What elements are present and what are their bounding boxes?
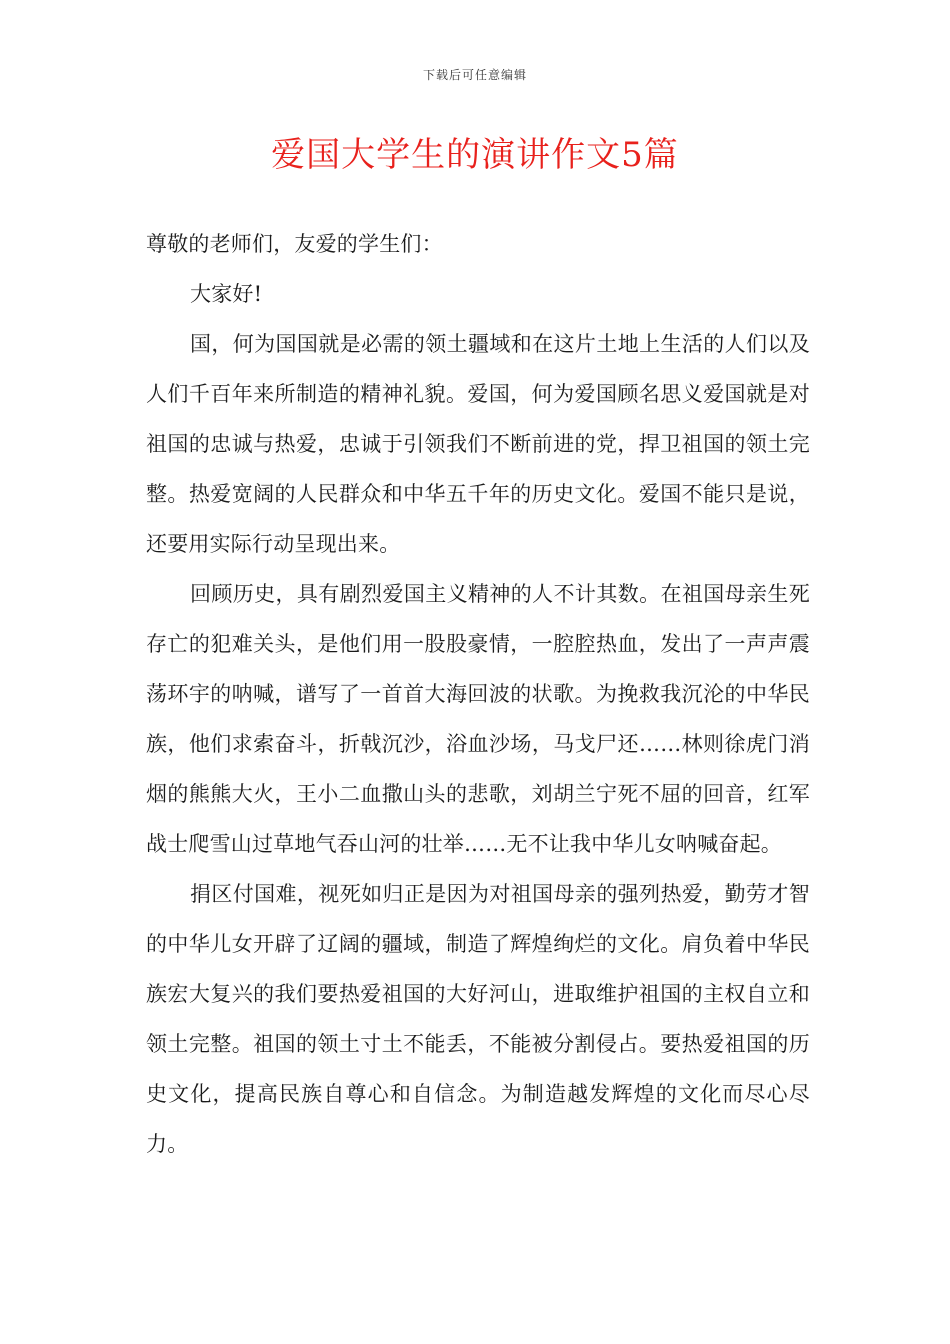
paragraph-2: 回顾历史，具有剧烈爱国主义精神的人不计其数。在祖国母亲生死存亡的犯难关头，是他们用一股股豪情，一腔腔热血，发出了一声声震荡环宇的呐喊，谱写了一首首大海回波的状歌。为挽救我沉沦的中华民族，他们求索奋斗，折戟沉沙，浴血沙场，马戈尸还……林则徐虎门消烟的熊熊大火，王小二血撒山头的悲歌，刘胡兰宁死不屈的回音，红军战士爬雪山过草地气吞山河的壮举……无不让我中华儿女呐喊奋起。 [146, 582, 810, 856]
document-title: 爱国大学生的演讲作文5篇 [271, 135, 679, 175]
paragraph-3: 捐区付国难，视死如归正是因为对祖国母亲的强列热爱，勤劳才智的中华儿女开辟了辽阔的疆域，制造了辉煌绚烂的文化。肩负着中华民族宏大复兴的我们要热爱祖国的大好河山，进取维护祖国的主权自立和领土完整。祖国的领土寸土不能丢，不能被分割侵占。要热爱祖国的历史文化，提高民族自尊心和自信念。为制造越发辉煌的文化而尽心尽力。 [146, 882, 810, 1156]
header-note: 下载后可任意编辑 [422, 68, 527, 82]
salutation: 尊敬的老师们，友爱的学生们： [146, 232, 443, 256]
document-body [146, 219, 810, 1169]
paragraph-1: 国，何为国国就是必需的领土疆域和在这片土地上生活的人们以及人们千百年来所制造的精神礼貌。爱国，何为爱国顾名思义爱国就是对祖国的忠诚与热爱，忠诚于引领我们不断前进的党，捍卫祖国的领土完整。热爱宽阔的人民群众和中华五千年的历史文化。爱国不能只是说，还要用实际行动呈现出来。 [146, 332, 810, 556]
greeting: 大家好! [190, 282, 263, 306]
